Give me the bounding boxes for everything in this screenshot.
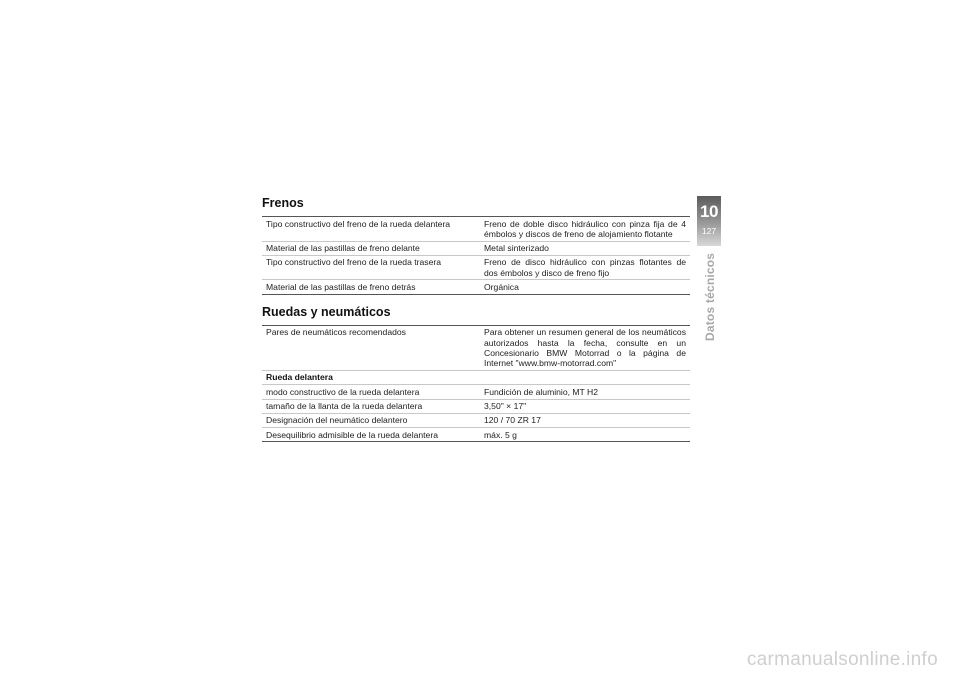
row-label: tamaño de la llanta de la rueda delantera <box>262 399 480 413</box>
table-row <box>262 413 690 427</box>
chapter-tab <box>697 196 721 246</box>
watermark: carmanualsonline.info <box>746 649 938 670</box>
row-label: Designación del neumático delantero <box>262 413 480 427</box>
row-value: Para obtener un resumen general de los neumáticos autorizados hasta la fecha, consulte en un Concesionario BMW Motorrad o la página de Internet "www.bmw-motorrad.com" <box>480 325 690 370</box>
chapter-number: 10 <box>700 202 718 221</box>
row-value: 120 / 70 ZR 17 <box>480 413 690 427</box>
table-row <box>262 255 690 280</box>
row-label: Material de las pastillas de freno delante <box>262 241 480 255</box>
row-value: máx. 5 g <box>480 428 690 442</box>
table-row <box>262 399 690 413</box>
table-row <box>262 385 690 399</box>
row-label: Desequilibrio admisible de la rueda delantera <box>262 428 480 442</box>
row-value: Fundición de aluminio, MT H2 <box>480 385 690 399</box>
table-subheader-row <box>262 370 690 384</box>
wheels-table <box>262 325 690 443</box>
table-row <box>262 241 690 255</box>
chapter-title: Datos técnicos <box>703 252 717 341</box>
row-value: Orgánica <box>480 280 690 294</box>
row-label: Tipo constructivo del freno de la rueda delantera <box>262 217 480 242</box>
row-label: Material de las pastillas de freno detrás <box>262 280 480 294</box>
table-row <box>262 428 690 442</box>
brakes-table <box>262 216 690 295</box>
section-title-brakes: Frenos <box>262 196 304 210</box>
table-row <box>262 280 690 294</box>
section-title-wheels: Ruedas y neumáticos <box>262 304 391 319</box>
row-label: modo constructivo de la rueda delantera <box>262 385 480 399</box>
subsection-title: Rueda delantera <box>262 370 690 384</box>
row-value: 3,50" × 17" <box>480 399 690 413</box>
table-row <box>262 217 690 242</box>
page-number: 127 <box>701 226 717 236</box>
row-value: Freno de doble disco hidráulico con pinza fija de 4 émbolos y discos de freno de alojamiento flotante <box>480 217 690 242</box>
row-label: Tipo constructivo del freno de la rueda trasera <box>262 255 480 280</box>
page-content <box>262 196 690 442</box>
row-value: Freno de disco hidráulico con pinzas flotantes de dos émbolos y disco de freno fijo <box>480 255 690 280</box>
row-label: Pares de neumáticos recomendados <box>262 325 480 370</box>
row-value: Metal sinterizado <box>480 241 690 255</box>
table-row <box>262 325 690 370</box>
